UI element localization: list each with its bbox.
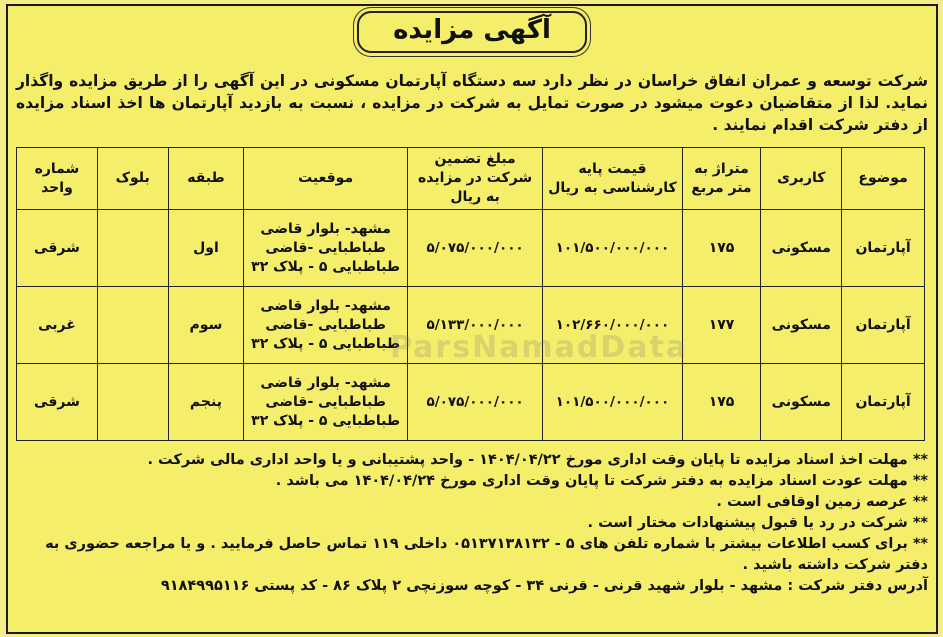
cell-unit: غربی bbox=[17, 287, 98, 364]
cell-deposit: ۵/۱۳۳/۰۰۰/۰۰۰ bbox=[407, 287, 542, 364]
cell-floor: سوم bbox=[168, 287, 244, 364]
cell-subject: آپارتمان bbox=[842, 287, 925, 364]
cell-usage: مسکونی bbox=[761, 287, 842, 364]
cell-area: ۱۷۵ bbox=[682, 210, 761, 287]
cell-unit: شرقی bbox=[17, 364, 98, 441]
notes-section bbox=[16, 450, 928, 597]
cell-deposit: ۵/۰۷۵/۰۰۰/۰۰۰ bbox=[407, 210, 542, 287]
note-item: ** شرکت در رد یا قبول پیشنهادات مختار است . bbox=[587, 515, 928, 531]
cell-subject: آپارتمان bbox=[842, 210, 925, 287]
header-subject: موضوع bbox=[842, 148, 925, 210]
ad-title: آگهی مزایده bbox=[357, 11, 587, 53]
cell-deposit: ۵/۰۷۵/۰۰۰/۰۰۰ bbox=[407, 364, 542, 441]
note-item: ** مهلت عودت اسناد مزایده به دفتر شرکت تا پایان وقت اداری مورخ ۱۴۰۴/۰۴/۲۴ می باشد . bbox=[275, 473, 928, 489]
cell-block bbox=[97, 210, 168, 287]
cell-location: مشهد- بلوار قاضی طباطبایی -قاضی طباطبایی ۵ - پلاک ۳۲ bbox=[244, 210, 408, 287]
header-block: بلوک bbox=[97, 148, 168, 210]
watermark: ParsNamadData bbox=[390, 330, 689, 365]
company-address: آدرس دفتر شرکت : مشهد - بلوار شهید قرنی - قرنی ۳۴ - کوچه سوزنچی ۲ پلاک ۸۶ - کد پستی ۹۱۸۴۹۹۵۱۱۶ bbox=[160, 578, 928, 594]
note-item: ** عرصه زمین اوقافی است . bbox=[716, 494, 928, 510]
cell-area: ۱۷۷ bbox=[682, 287, 761, 364]
header-deposit: مبلغ تضمین شرکت در مزایده به ریال bbox=[407, 148, 542, 210]
header-area: متراژ به متر مربع bbox=[682, 148, 761, 210]
header-floor: طبقه bbox=[168, 148, 244, 210]
header-base-price: قیمت پایه کارشناسی به ریال bbox=[543, 148, 682, 210]
auction-table bbox=[16, 147, 925, 441]
cell-block bbox=[97, 364, 168, 441]
cell-area: ۱۷۵ bbox=[682, 364, 761, 441]
cell-base-price: ۱۰۲/۶۶۰/۰۰۰/۰۰۰ bbox=[543, 287, 682, 364]
intro-paragraph: شرکت توسعه و عمران انفاق خراسان در نظر دارد سه دستگاه آپارتمان مسکونی در این آگهی را از طریق مزایده واگذار نماید. لذا از متقاضیان دعوت میشود در صورت تمایل به شرکت در مزایده ، نسبت به بازدید آپارتمان ها اخذ اسناد مزایده از دفتر شرکت اقدام نمایند . bbox=[16, 72, 928, 134]
table-row bbox=[17, 210, 925, 287]
header-unit: شماره واحد bbox=[17, 148, 98, 210]
table-header-row bbox=[17, 148, 925, 210]
cell-usage: مسکونی bbox=[761, 210, 842, 287]
header-usage: کاربری bbox=[761, 148, 842, 210]
cell-location: مشهد- بلوار قاضی طباطبایی -قاضی طباطبایی ۵ - پلاک ۳۲ bbox=[244, 287, 408, 364]
cell-location: مشهد- بلوار قاضی طباطبایی -قاضی طباطبایی ۵ - پلاک ۳۲ bbox=[244, 364, 408, 441]
cell-floor: اول bbox=[168, 210, 244, 287]
header-location: موقعیت bbox=[244, 148, 408, 210]
title-band bbox=[6, 4, 938, 60]
cell-base-price: ۱۰۱/۵۰۰/۰۰۰/۰۰۰ bbox=[543, 364, 682, 441]
cell-usage: مسکونی bbox=[761, 364, 842, 441]
cell-base-price: ۱۰۱/۵۰۰/۰۰۰/۰۰۰ bbox=[543, 210, 682, 287]
cell-subject: آپارتمان bbox=[842, 364, 925, 441]
cell-unit: شرقی bbox=[17, 210, 98, 287]
table-row bbox=[17, 364, 925, 441]
cell-floor: پنجم bbox=[168, 364, 244, 441]
cell-block bbox=[97, 287, 168, 364]
note-item: ** مهلت اخذ اسناد مزایده تا پایان وقت اداری مورخ ۱۴۰۴/۰۴/۲۲ - واحد پشتیبانی و یا واحد اداری مالی شرکت . bbox=[147, 452, 928, 468]
note-item: ** برای کسب اطلاعات بیشتر با شماره تلفن های ۵ - ۰۵۱۳۷۱۳۸۱۳۲ داخلی ۱۱۹ تماس حاصل فرمایید . و یا مراجعه حضوری به دفتر شرکت داشته باشید . bbox=[45, 536, 928, 573]
